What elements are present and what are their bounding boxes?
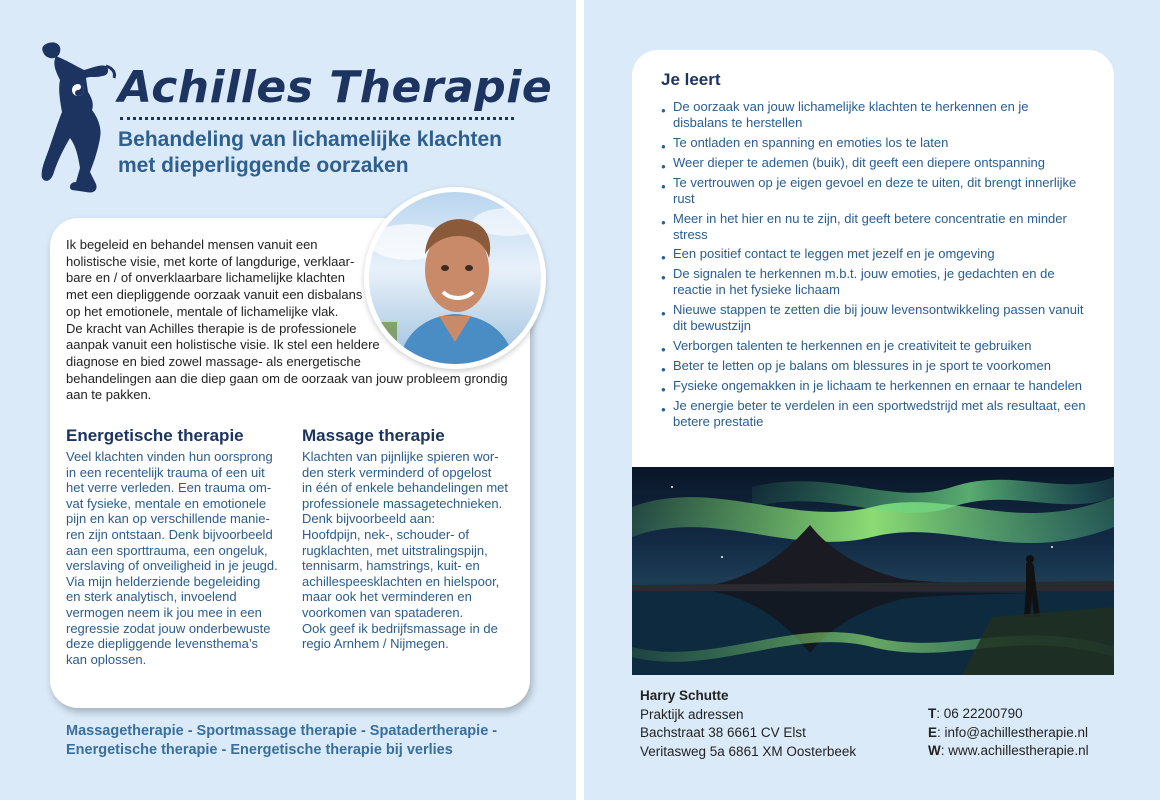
- paragraph-line: Veel klachten vinden hun oorsprong: [66, 449, 273, 464]
- paragraph-line: Klachten van pijnlijke spieren wor-: [302, 449, 499, 464]
- learn-item: [661, 378, 1091, 394]
- learn-item-line: Meer in het hier en nu te zijn, dit geeft betere concentratie en minder: [673, 210, 1067, 226]
- paragraph-line: verslaving of onveiligheid in je jeugd.: [66, 558, 278, 574]
- paragraph-line: kan oplossen.: [66, 651, 147, 667]
- bullet-icon: ●: [661, 253, 666, 263]
- aurora-landscape-photo: [632, 467, 1114, 675]
- learn-item-line: Beter te letten op je balans om blessures in je sport te voorkomen: [673, 358, 1051, 374]
- paragraph-line: ren zijn ontstaan. Denk bijvoorbeeld: [66, 526, 273, 542]
- learn-item: [661, 398, 1091, 430]
- paragraph-line: rugklachten, met uitstralingspijn,: [302, 542, 488, 558]
- contact-details: [928, 705, 1089, 761]
- email-label: E: [928, 724, 938, 740]
- bullet-icon: ●: [661, 181, 666, 191]
- bullet-icon: ●: [661, 309, 666, 319]
- intro-line: op het emotionele, mentale of lichamelijke vlak.: [66, 303, 339, 319]
- aurora-illustration: [632, 467, 1114, 675]
- services-footer: [66, 722, 566, 760]
- intro-line: diagnose en bied zowel massage- als energetische: [66, 353, 361, 369]
- learn-item: [661, 135, 1091, 151]
- services-line: Energetische therapie - Energetische therapie bij verlies: [66, 742, 453, 758]
- learn-item-line: Nieuwe stappen te zetten die bij jouw levensontwikkeling passen vanuit: [673, 302, 1084, 318]
- learn-list: [661, 99, 1091, 434]
- bullet-icon: ●: [661, 161, 666, 171]
- paragraph-line: regressie zodat jouw onderbewuste: [66, 620, 271, 636]
- paragraph-line: in één of enkele behandelingen met: [302, 480, 508, 496]
- learn-item: [661, 211, 1091, 243]
- paragraph-line: vat fysieke, mentale en emotionele: [66, 495, 267, 511]
- paragraph-line: den sterk verminderd of opgelost: [302, 464, 492, 480]
- paragraph-line: Via mijn helderziende begeleiding: [66, 573, 261, 589]
- brand-subtitle: [118, 127, 538, 179]
- learn-item: [661, 266, 1091, 298]
- learn-item-line: rust: [673, 190, 695, 206]
- learn-item-line: Een positief contact te leggen met jezelf en je omgeving: [673, 246, 995, 262]
- learn-item-line: Je energie beter te verdelen in een sportwedstrijd met als resultaat, een: [673, 397, 1086, 413]
- email-line: [928, 724, 1089, 743]
- learn-item-line: Fysieke ongemakken in je lichaam te herkennen en ernaar te handelen: [673, 377, 1083, 393]
- phone-number[interactable]: : 06 22200790: [936, 706, 1023, 721]
- address-label: Praktijk adressen: [640, 706, 744, 722]
- learn-item: [661, 99, 1091, 131]
- bullet-icon: ●: [661, 217, 666, 227]
- paragraph-line: Hoofdpijn, nek-, schouder- of: [302, 526, 469, 542]
- bullet-icon: ●: [661, 345, 666, 355]
- massage-text: [302, 449, 514, 652]
- paragraph-line: aan een sporttrauma, een ongeluk,: [66, 542, 268, 558]
- paragraph-line: Denk bijvoorbeeld aan:: [302, 511, 435, 527]
- website-link[interactable]: : www.achillestherapie.nl: [940, 743, 1089, 758]
- bullet-icon: ●: [661, 106, 666, 115]
- learn-item: [661, 155, 1091, 171]
- address-oosterbeek: Veritasweg 5a 6861 XM Oosterbeek: [640, 743, 857, 759]
- energetic-heading: Energetische therapie: [66, 426, 244, 445]
- intro-line: behandelingen aan die diep gaan om de oorzaak van jouw probleem grondig: [66, 370, 508, 386]
- discus-thrower-logo: [36, 38, 122, 196]
- phone-line: [928, 705, 1089, 724]
- services-line: Massagetherapie - Sportmassage therapie - Spatadertherapie -: [66, 723, 498, 739]
- learn-item-line: reactie in het fysieke lichaam: [673, 282, 840, 298]
- paragraph-line: vermogen neem ik jou mee in een: [66, 604, 262, 620]
- learn-item-line: stress: [673, 226, 708, 242]
- intro-line: De kracht van Achilles therapie is de professionele: [66, 320, 357, 336]
- paragraph-line: het verre verleden. Een trauma om-: [66, 480, 272, 496]
- learn-item-line: De signalen te herkennen m.b.t. jouw emoties, je gedachten en de: [673, 266, 1055, 282]
- learn-item: [661, 175, 1091, 207]
- paragraph-line: maar ook het verminderen en: [302, 589, 472, 605]
- paragraph-line: voorkomen van spataderen.: [302, 604, 464, 620]
- intro-line: aanpak vanuit een holistische visie. Ik stel een heldere: [66, 337, 380, 353]
- learn-item-line: Te ontladen en spanning en emoties los te laten: [673, 134, 949, 150]
- learn-item-line: betere prestatie: [673, 413, 764, 429]
- contact-block: [640, 687, 856, 761]
- learn-item-line: Te vertrouwen op je eigen gevoel en deze te uiten, dit brengt innerlijke: [673, 174, 1077, 190]
- paragraph-line: en sterk analytisch, invoelend: [66, 589, 237, 605]
- web-line: [928, 742, 1089, 761]
- intro-text: [66, 237, 516, 404]
- intro-line: Ik begeleid en behandel mensen vanuit een: [66, 237, 318, 252]
- paragraph-line: achillespeesklachten en hielspoor,: [302, 573, 500, 589]
- paragraph-line: deze diepliggende levensthema’s: [66, 636, 259, 652]
- learn-item-line: Verborgen talenten te herkennen en je creativiteit te gebruiken: [673, 338, 1032, 354]
- paragraph-line: regio Arnhem / Nijmegen.: [302, 636, 449, 652]
- energetic-text: [66, 449, 278, 667]
- address-elst: Bachstraat 38 6661 CV Elst: [640, 725, 806, 740]
- learn-item: [661, 338, 1091, 354]
- brand-subtitle-line: Behandeling van lichamelijke klachten: [118, 128, 502, 151]
- brand-title: Achilles Therapie: [118, 62, 553, 113]
- intro-line: met een diepliggende oorzaak vanuit een disbalans: [66, 287, 363, 303]
- brand-subtitle-line: met dieperliggende oorzaken: [118, 154, 409, 177]
- learn-item-line: disbalans te herstellen: [673, 115, 803, 130]
- bullet-icon: ●: [661, 384, 666, 394]
- paragraph-line: in een recentelijk trauma of een uit: [66, 464, 265, 480]
- bullet-icon: ●: [661, 365, 666, 375]
- web-label: W: [928, 743, 941, 758]
- paragraph-line: professionele massagetechnieken.: [302, 495, 503, 511]
- learn-item-line: Weer dieper te ademen (buik), dit geeft een diepere ontspanning: [673, 154, 1045, 170]
- learn-item-line: De oorzaak van jouw lichamelijke klachten te herkennen en je: [673, 99, 1029, 114]
- learn-heading: Je leert: [661, 70, 721, 89]
- learn-item: [661, 358, 1091, 374]
- intro-line: holistische visie, met korte of langdurige, verklaar-: [66, 253, 355, 269]
- paragraph-line: Ook geef ik bedrijfsmassage in de: [302, 620, 498, 636]
- contact-name: Harry Schutte: [640, 688, 729, 703]
- massage-heading: Massage therapie: [302, 426, 445, 445]
- bullet-icon: ●: [661, 141, 666, 151]
- intro-line: aan te pakken.: [66, 387, 152, 403]
- email-link[interactable]: : info@achillestherapie.nl: [937, 724, 1089, 740]
- learn-item-line: dit bewustzijn: [673, 318, 752, 334]
- paragraph-line: tennisarm, hamstrings, kuit- en: [302, 558, 480, 574]
- learn-item: [661, 246, 1091, 262]
- paragraph-line: pijn en kan op verschillende manie-: [66, 511, 270, 527]
- bullet-icon: ●: [661, 273, 666, 283]
- bullet-icon: ●: [661, 404, 666, 414]
- intro-line: bare en / of onverklaarbare lichamelijke klachten: [66, 270, 345, 286]
- phone-label: T: [928, 706, 937, 721]
- learn-item: [661, 302, 1091, 334]
- title-divider: [120, 117, 514, 120]
